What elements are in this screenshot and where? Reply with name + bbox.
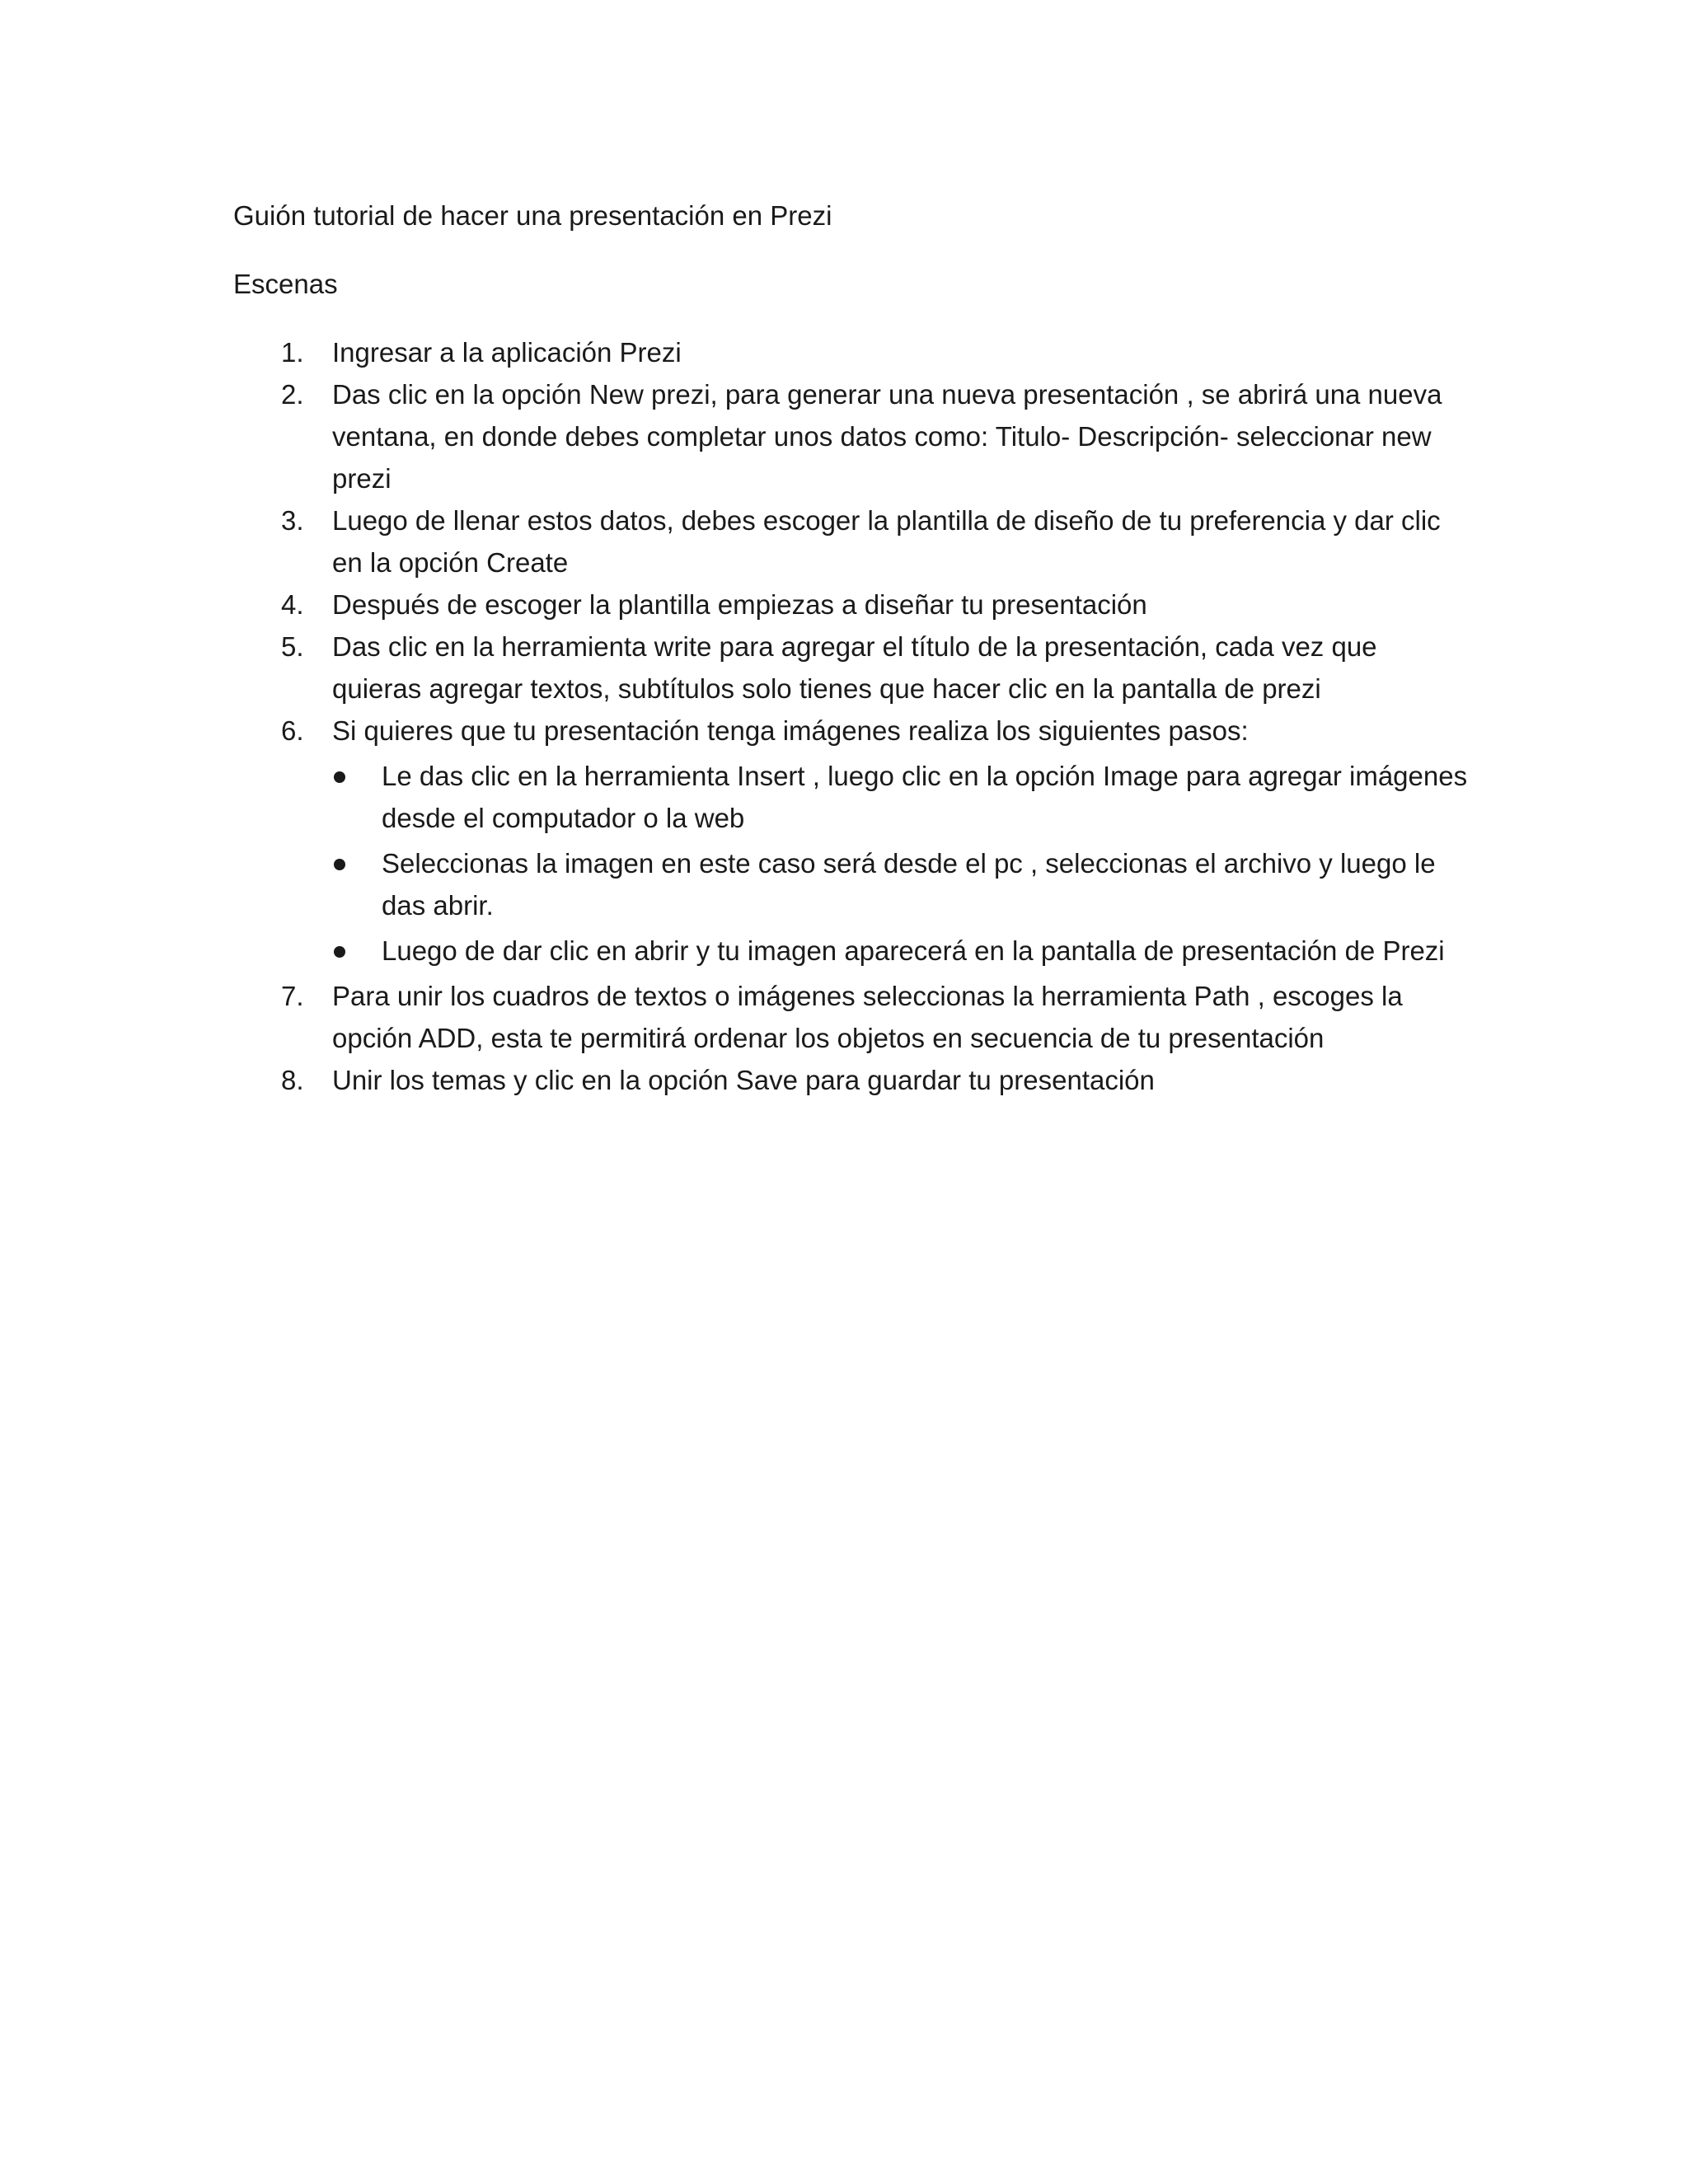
step-number: 2. <box>281 379 304 410</box>
step-item <box>233 583 1470 626</box>
document-subtitle: Escenas <box>233 269 338 299</box>
sub-steps-list <box>332 755 1470 972</box>
sub-step-text: Seleccionas la imagen en este caso será desde el pc , seleccionas el archivo y luego le das abrir. <box>382 848 1436 921</box>
sub-step-item <box>332 930 1470 972</box>
document-title: Guión tutorial de hacer una presentación en Prezi <box>233 200 832 231</box>
step-item <box>233 1059 1470 1101</box>
step-item <box>233 499 1470 583</box>
step-number: 8. <box>281 1065 304 1095</box>
sub-step-item <box>332 755 1470 839</box>
step-item <box>233 331 1470 373</box>
step-text: Después de escoger la plantilla empiezas a diseñar tu presentación <box>332 589 1147 620</box>
bullet-icon <box>334 859 345 870</box>
sub-step-text: Le das clic en la herramienta Insert , luego clic en la opción Image para agregar imágenes desde el computador o la web <box>382 761 1468 833</box>
sub-step-item <box>332 842 1470 926</box>
step-item <box>233 373 1470 499</box>
step-number: 4. <box>281 589 304 620</box>
bullet-icon <box>334 946 345 958</box>
step-text: Luego de llenar estos datos, debes escoger la plantilla de diseño de tu preferencia y dar clic en la opción Create <box>332 505 1441 578</box>
steps-list <box>233 331 1470 1101</box>
step-number: 3. <box>281 505 304 536</box>
step-text: Ingresar a la aplicación Prezi <box>332 337 682 368</box>
step-text: Das clic en la herramienta write para agregar el título de la presentación, cada vez que quieras agregar textos, subtítulos solo tienes que hacer clic en la pantalla de prezi <box>332 631 1377 704</box>
step-item <box>233 975 1470 1059</box>
bullet-icon <box>334 771 345 783</box>
step-text: Das clic en la opción New prezi, para generar una nueva presentación , se abrirá una nueva ventana, en donde debes completar unos datos como: Titulo- Descripción- seleccionar new prezi <box>332 379 1442 494</box>
step-number: 7. <box>281 981 304 1011</box>
document-body <box>233 194 1470 1101</box>
step-text: Unir los temas y clic en la opción Save para guardar tu presentación <box>332 1065 1155 1095</box>
sub-step-text: Luego de dar clic en abrir y tu imagen aparecerá en la pantalla de presentación de Prezi <box>382 935 1445 966</box>
step-number: 1. <box>281 337 304 368</box>
step-item <box>233 710 1470 972</box>
step-text: Si quieres que tu presentación tenga imágenes realiza los siguientes pasos: <box>332 715 1249 746</box>
step-item <box>233 626 1470 710</box>
step-text: Para unir los cuadros de textos o imágenes seleccionas la herramienta Path , escoges la opción ADD, esta te permitirá ordenar los objetos en secuencia de tu presentación <box>332 981 1403 1053</box>
step-number: 5. <box>281 631 304 662</box>
step-number: 6. <box>281 715 304 746</box>
